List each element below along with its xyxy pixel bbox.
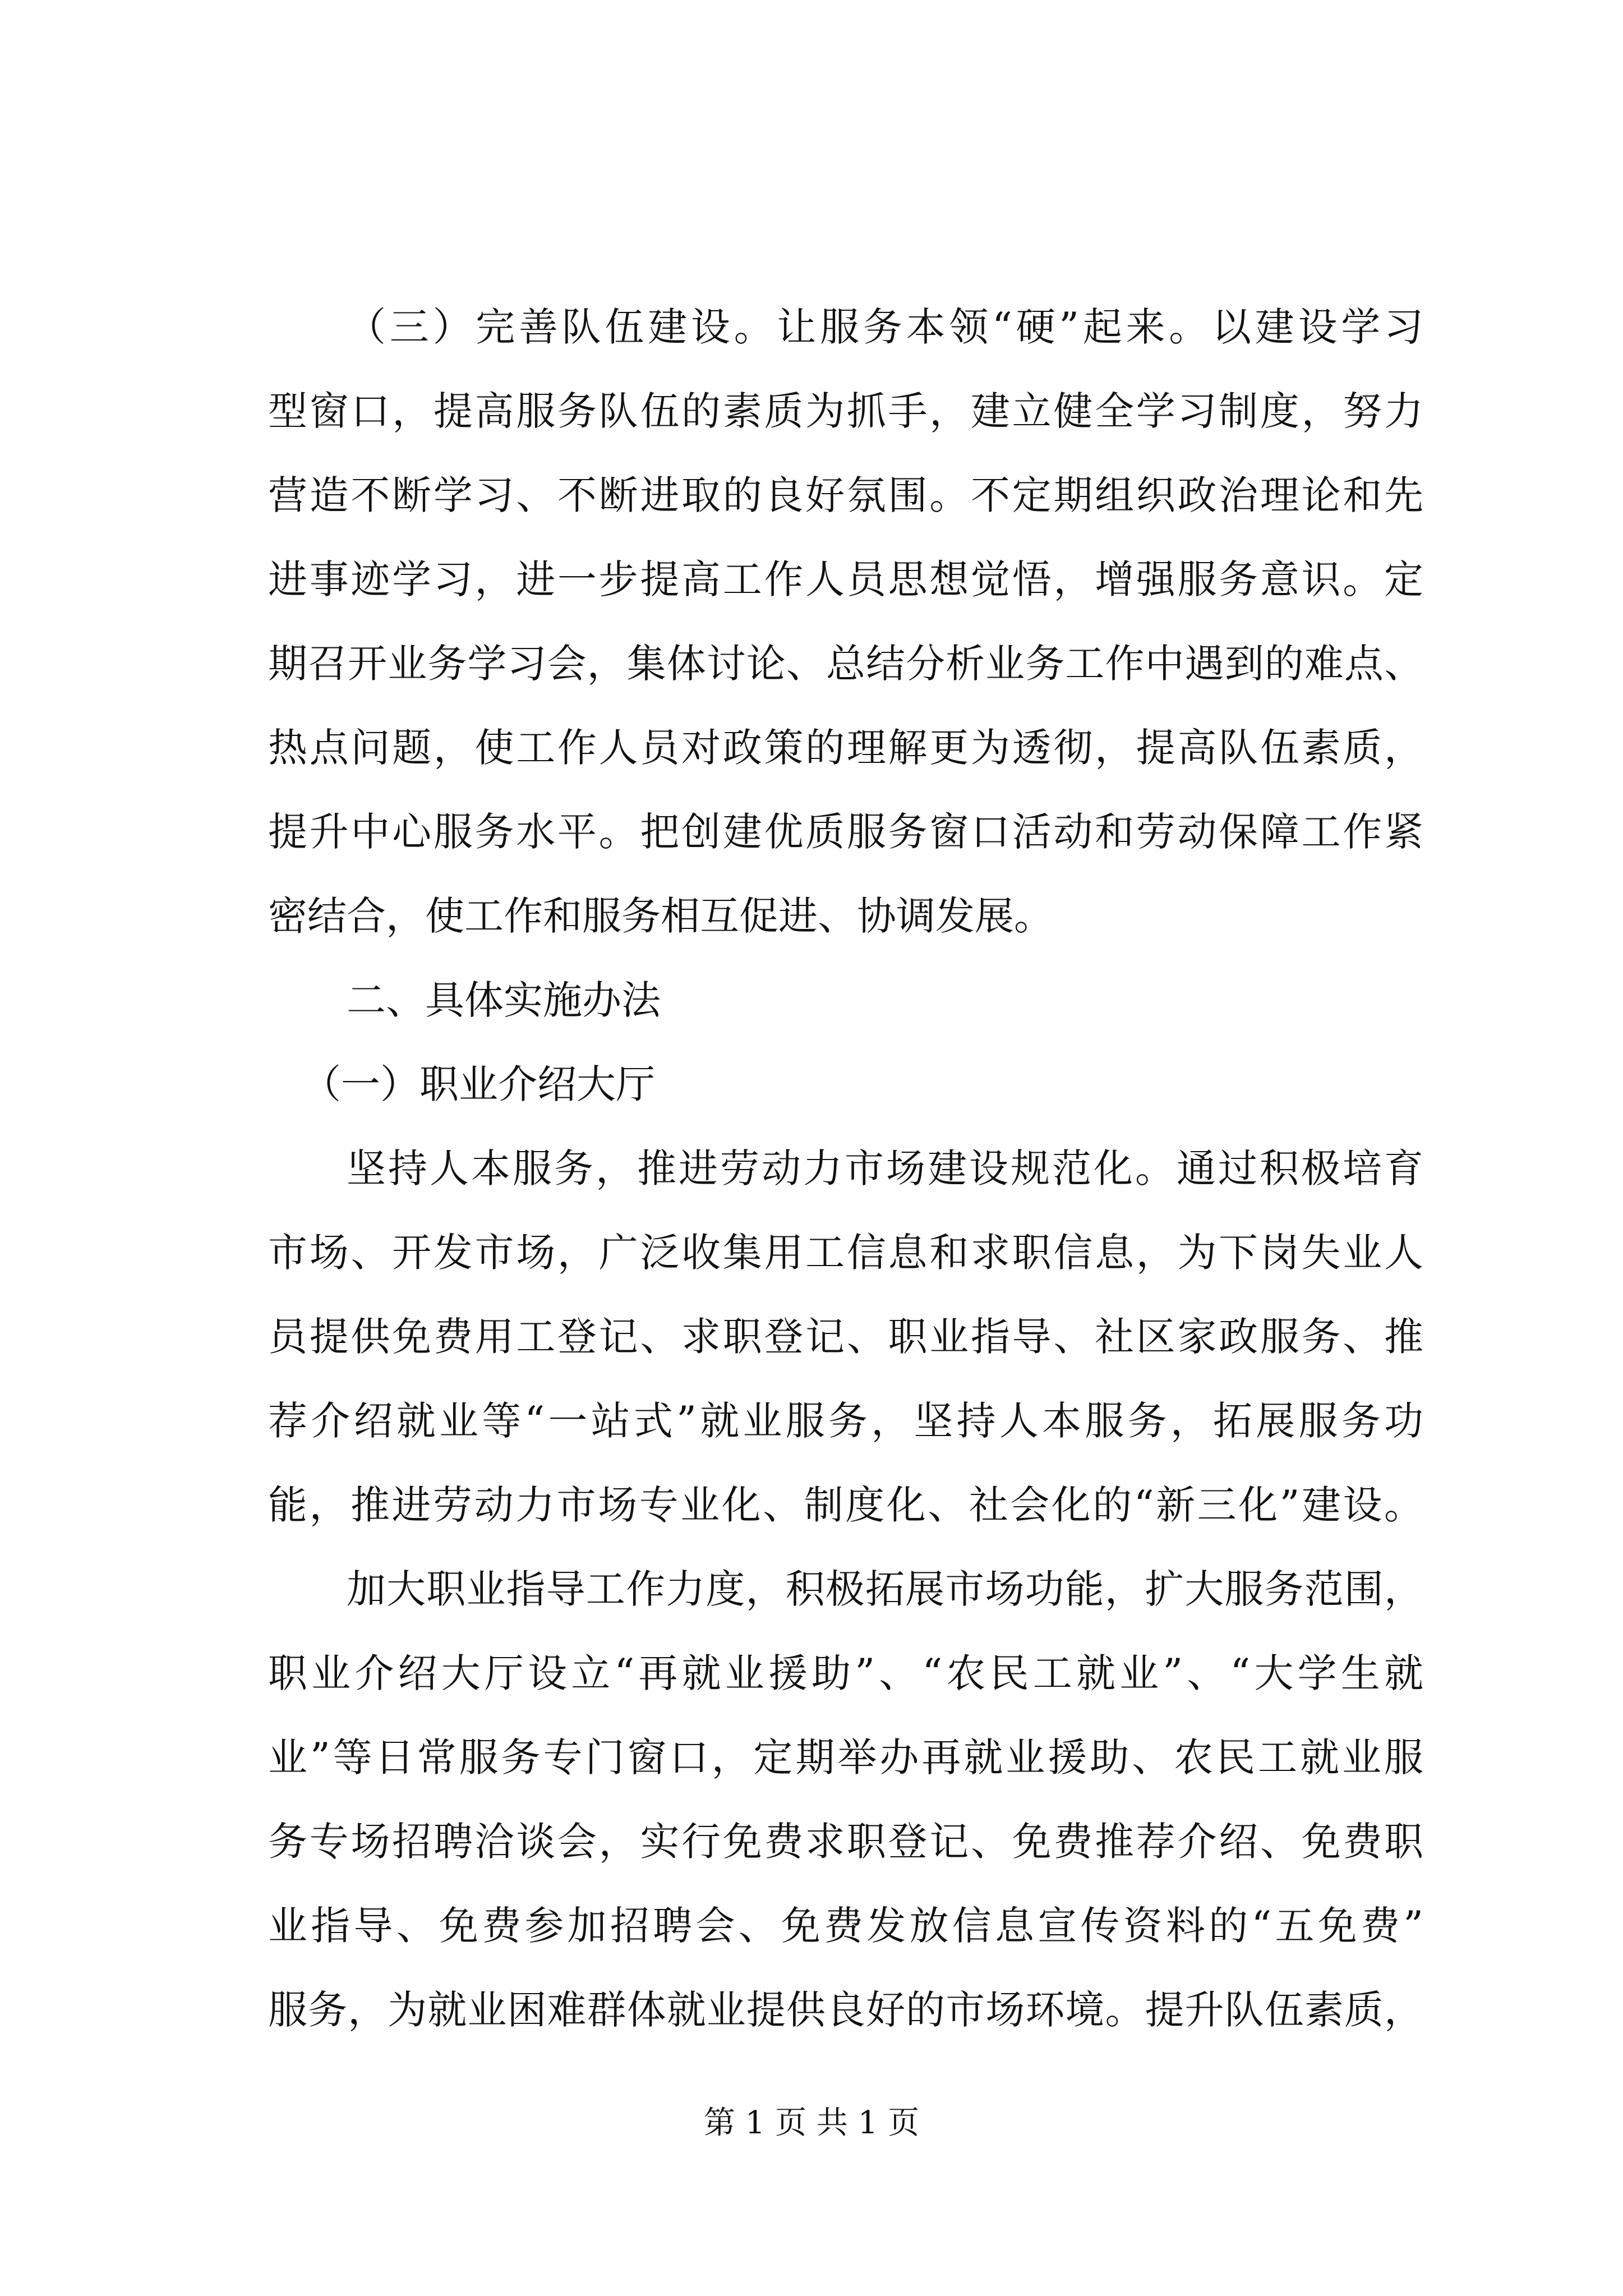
paragraph-line: 坚持人本服务，推进劳动力市场建设规范化。通过积极培育 <box>347 1145 1423 1191</box>
paragraph-line: 业指导、免费参加招聘会、免费发放信息宣传资料的“五免费” <box>268 1903 1423 1949</box>
paragraph-line: 型窗口，提高服务队伍的素质为抓手，建立健全学习制度，努力 <box>268 388 1423 434</box>
paragraph-line: 进事迹学习，进一步提高工作人员思想觉悟，增强服务意识。定 <box>268 556 1423 602</box>
paragraph-line: 市场、开发市场，广泛收集用工信息和求职信息，为下岗失业人 <box>268 1230 1423 1276</box>
paragraph-line: 能，推进劳动力市场专业化、制度化、社会化的“新三化”建设。 <box>268 1482 1423 1528</box>
paragraph-line: 加大职业指导工作力度，积极拓展市场功能，扩大服务范围， <box>347 1566 1423 1612</box>
page-number-label: 第 1 页 共 1 页 <box>703 2105 920 2141</box>
paragraph-line: 密结合，使工作和服务相互促进、协调发展。 <box>268 893 1053 939</box>
paragraph-line: 营造不断学习、不断进取的良好氛围。不定期组织政治理论和先 <box>268 472 1423 518</box>
paragraph-line: 务专场招聘洽谈会，实行免费求职登记、免费推荐介绍、免费职 <box>268 1819 1423 1865</box>
body-text <box>268 302 1423 2069</box>
paragraph-line: 提升中心服务水平。把创建优质服务窗口活动和劳动保障工作紧 <box>268 809 1423 855</box>
paragraph-line: 业”等日常服务专门窗口，定期举办再就业援助、农民工就业服 <box>268 1734 1423 1780</box>
paragraph-line: 员提供免费用工登记、求职登记、职业指导、社区家政服务、推 <box>268 1314 1423 1360</box>
paragraph-line: 期召开业务学习会，集体讨论、总结分析业务工作中遇到的难点、 <box>268 641 1423 687</box>
paragraph-line: 职业介绍大厅设立“再就业援助”、“农民工就业”、“大学生就 <box>268 1650 1423 1696</box>
paragraph-line: 荐介绍就业等“一站式”就业服务，坚持人本服务，拓展服务功 <box>268 1398 1423 1444</box>
subsection-heading: （一）职业介绍大厅 <box>302 1061 655 1107</box>
section-heading: 二、具体实施办法 <box>347 977 661 1023</box>
paragraph-line: 服务，为就业困难群体就业提供良好的市场环境。提升队伍素质， <box>268 1987 1423 2033</box>
paragraph-line: （三）完善队伍建设。让服务本领“硬”起来。以建设学习 <box>347 304 1423 350</box>
paragraph-line: 热点问题，使工作人员对政策的理解更为透彻，提高队伍素质， <box>268 725 1423 771</box>
page-footer <box>0 2101 1623 2146</box>
